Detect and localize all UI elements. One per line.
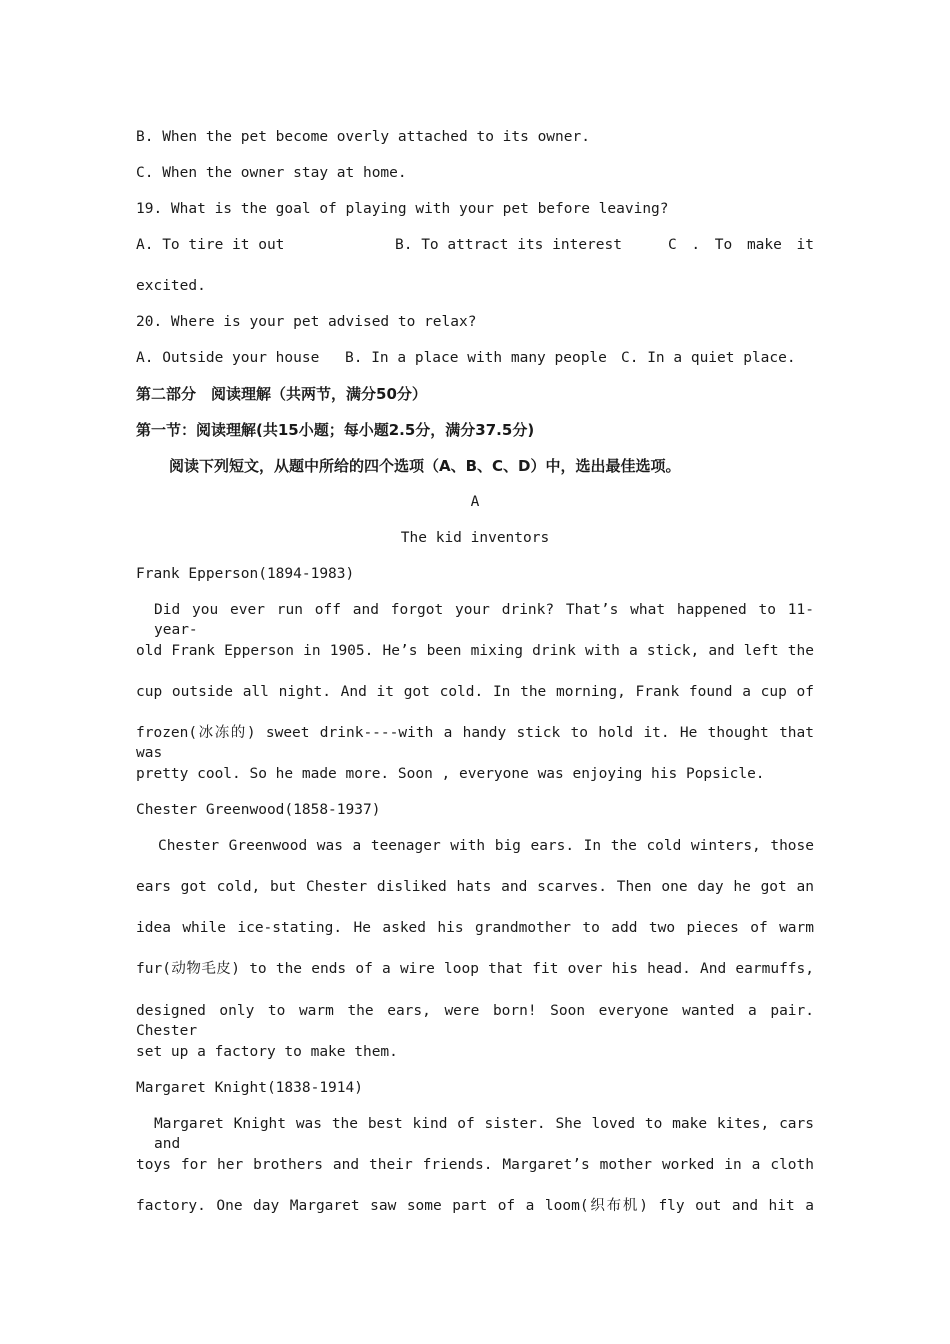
margaret-paragraph-line: Margaret Knight was the best kind of sister. She loved to make kites, cars and bbox=[154, 1116, 814, 1152]
q19-option-a: A. To tire it out bbox=[136, 237, 285, 253]
margaret-paragraph-line: factory. One day Margaret saw some part of a loom(织布机) fly out and hit a bbox=[136, 1198, 814, 1214]
q19-option-c-continued: excited. bbox=[136, 278, 206, 294]
q19-question: 19. What is the goal of playing with your pet before leaving? bbox=[136, 201, 669, 217]
passage-label: A bbox=[470, 494, 480, 510]
part2-heading: 第二部分 阅读理解（共两节，满分50分） bbox=[136, 385, 427, 403]
q18-option-b: B. When the pet become overly attached to its owner. bbox=[136, 129, 590, 145]
passage-title: The kid inventors bbox=[400, 530, 550, 546]
q19-option-c: C . To make it bbox=[668, 237, 814, 253]
section1-heading: 第一节：阅读理解(共15小题；每小题2.5分，满分37.5分) bbox=[136, 421, 535, 439]
q18-option-c: C. When the owner stay at home. bbox=[136, 165, 407, 181]
q20-option-c: C. In a quiet place. bbox=[621, 350, 796, 366]
frank-paragraph-line: pretty cool. So he made more. Soon , everyone was enjoying his Popsicle. bbox=[136, 766, 765, 782]
q19-option-b: B. To attract its interest bbox=[395, 237, 622, 253]
frank-paragraph-line: old Frank Epperson in 1905. He’s been mixing drink with a stick, and left the bbox=[136, 643, 814, 659]
chester-paragraph-line: ears got cold, but Chester disliked hats and scarves. Then one day he got an bbox=[136, 879, 814, 895]
chester-paragraph-line: set up a factory to make them. bbox=[136, 1044, 398, 1060]
inventor-name-margaret: Margaret Knight(1838-1914) bbox=[136, 1080, 363, 1096]
chester-paragraph-line: designed only to warm the ears, were born! Soon everyone wanted a pair. Chester bbox=[136, 1003, 814, 1039]
frank-paragraph-line: frozen(冰冻的) sweet drink----with a handy stick to hold it. He thought that was bbox=[136, 725, 814, 761]
inventor-name-chester: Chester Greenwood(1858-1937) bbox=[136, 802, 381, 818]
margaret-paragraph-line: toys for her brothers and their friends. Margaret’s mother worked in a cloth bbox=[136, 1157, 814, 1173]
chester-paragraph-line: fur(动物毛皮) to the ends of a wire loop that fit over his head. And earmuffs, bbox=[136, 961, 814, 977]
reading-instructions: 阅读下列短文，从题中所给的四个选项（A、B、C、D）中，选出最佳选项。 bbox=[169, 457, 681, 475]
inventor-name-frank: Frank Epperson(1894-1983) bbox=[136, 566, 355, 582]
chester-paragraph-line: Chester Greenwood was a teenager with big ears. In the cold winters, those bbox=[158, 838, 814, 854]
q20-question: 20. Where is your pet advised to relax? bbox=[136, 314, 477, 330]
chester-paragraph-line: idea while ice-stating. He asked his grandmother to add two pieces of warm bbox=[136, 920, 814, 936]
frank-paragraph-line: Did you ever run off and forgot your drink? That’s what happened to 11-year- bbox=[154, 602, 814, 638]
q20-option-a: A. Outside your house bbox=[136, 350, 320, 366]
frank-paragraph-line: cup outside all night. And it got cold. In the morning, Frank found a cup of bbox=[136, 684, 814, 700]
q20-option-b: B. In a place with many people bbox=[345, 350, 607, 366]
